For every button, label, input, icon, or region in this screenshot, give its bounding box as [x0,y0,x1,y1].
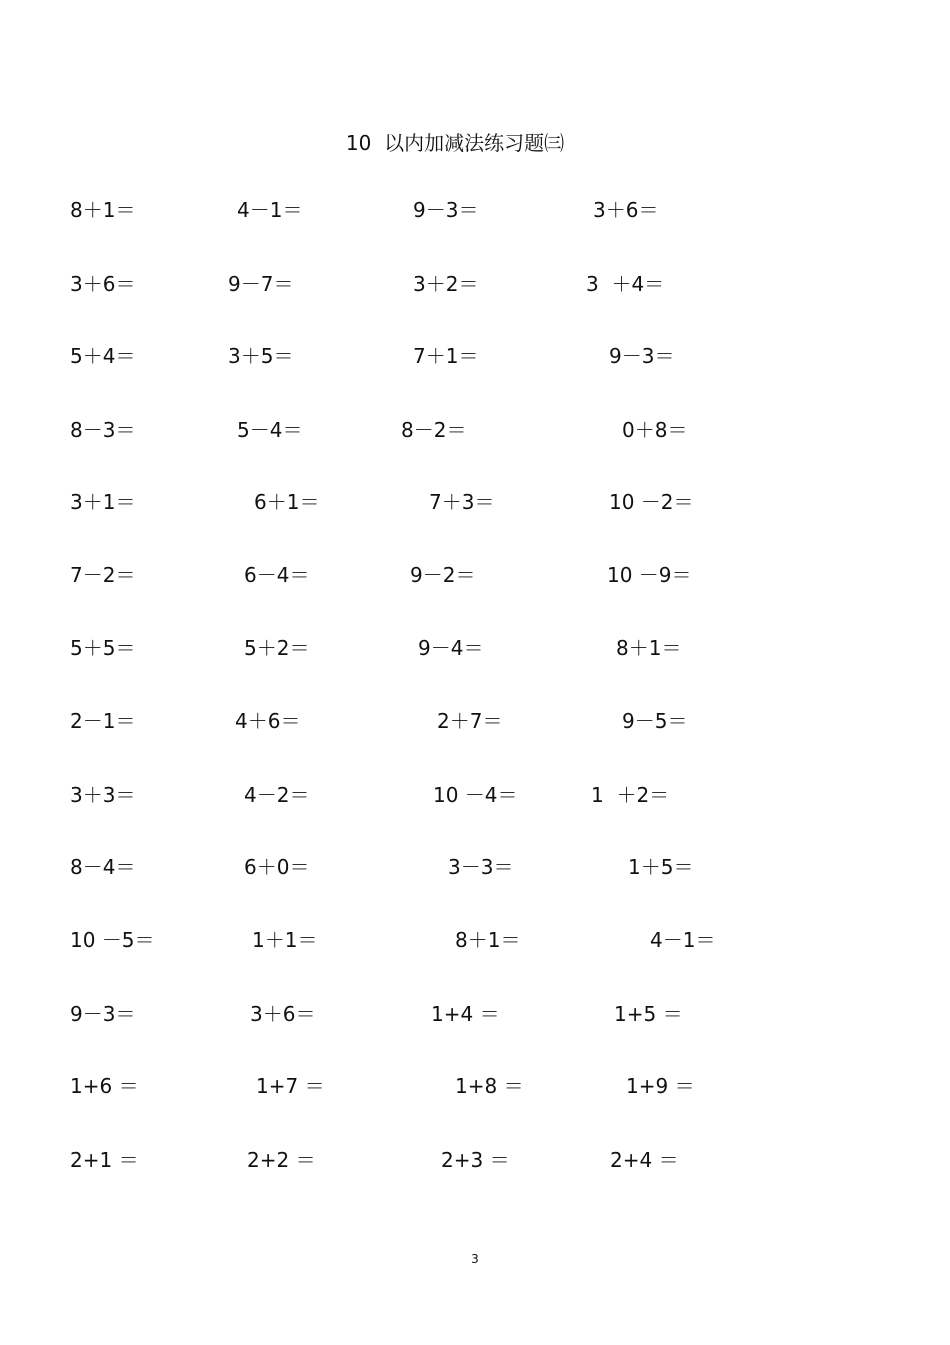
problem-row [0,560,950,590]
problem-item: 8＋1＝ [616,636,682,660]
problem-row [0,706,950,736]
problem-item: 1+6 ＝ [70,1074,139,1098]
problem-item: 10 －2＝ [609,490,694,514]
problem-item: 5＋4＝ [70,344,136,368]
problem-item: 2+4 ＝ [610,1148,679,1172]
problem-item: 5＋2＝ [244,636,310,660]
problem-item: 9－5＝ [622,709,688,733]
problem-row [0,1071,950,1101]
problem-item: 1＋1＝ [252,928,318,952]
problem-item: 9－3＝ [609,344,675,368]
problem-row [0,925,950,955]
problem-item: 8＋1＝ [455,928,521,952]
problem-item: 1+9 ＝ [626,1074,695,1098]
problem-item: 8＋1＝ [70,198,136,222]
problem-item: 10 －9＝ [607,563,692,587]
problem-item: 8－3＝ [70,418,136,442]
problem-item: 4＋6＝ [235,709,301,733]
problem-item: 3＋6＝ [70,272,136,296]
problem-row [0,195,950,225]
problem-item: 3＋3＝ [70,783,136,807]
problem-item: 3＋5＝ [228,344,294,368]
worksheet-title: 10 以内加减法练习题㈢ [345,131,565,155]
problem-item: 3＋2＝ [413,272,479,296]
problem-row [0,780,950,810]
problem-item: 3＋6＝ [250,1002,316,1026]
problem-item: 4－1＝ [650,928,716,952]
problem-row [0,487,950,517]
problem-item: 1+7 ＝ [256,1074,325,1098]
problem-item: 1+5 ＝ [614,1002,683,1026]
problem-item: 4－1＝ [237,198,303,222]
problem-item: 9－3＝ [70,1002,136,1026]
problem-item: 8－4＝ [70,855,136,879]
problem-item: 6－4＝ [244,563,310,587]
problem-item: 1+8 ＝ [455,1074,524,1098]
problem-row [0,633,950,663]
problem-item: 2+2 ＝ [247,1148,316,1172]
problem-item: 3－3＝ [448,855,514,879]
page-number: 3 [471,1252,479,1266]
problem-item: 7＋1＝ [413,344,479,368]
problem-item: 2+3 ＝ [441,1148,510,1172]
problem-row [0,1145,950,1175]
problem-item: 2＋7＝ [437,709,503,733]
problem-item: 3＋6＝ [593,198,659,222]
problem-item: 4－2＝ [244,783,310,807]
problem-item: 5－4＝ [237,418,303,442]
problem-item: 7＋3＝ [429,490,495,514]
problem-item: 10 －4＝ [433,783,518,807]
problem-row [0,415,950,445]
problem-item: 1 ＋2＝ [591,783,670,807]
problem-item: 7－2＝ [70,563,136,587]
problem-item: 9－7＝ [228,272,294,296]
problem-item: 10 －5＝ [70,928,155,952]
problem-item: 9－3＝ [413,198,479,222]
problem-item: 1+4 ＝ [431,1002,500,1026]
problem-row [0,341,950,371]
problem-item: 8－2＝ [401,418,467,442]
problem-item: 2+1 ＝ [70,1148,139,1172]
problem-item: 0＋8＝ [622,418,688,442]
problem-item: 9－4＝ [418,636,484,660]
problem-item: 6＋1＝ [254,490,320,514]
problem-item: 3＋1＝ [70,490,136,514]
problem-item: 1＋5＝ [628,855,694,879]
problem-row [0,269,950,299]
problem-item: 6＋0＝ [244,855,310,879]
problem-item: 3 ＋4＝ [586,272,665,296]
problem-item: 5＋5＝ [70,636,136,660]
problem-row [0,852,950,882]
problem-item: 9－2＝ [410,563,476,587]
problem-row [0,999,950,1029]
problem-item: 2－1＝ [70,709,136,733]
